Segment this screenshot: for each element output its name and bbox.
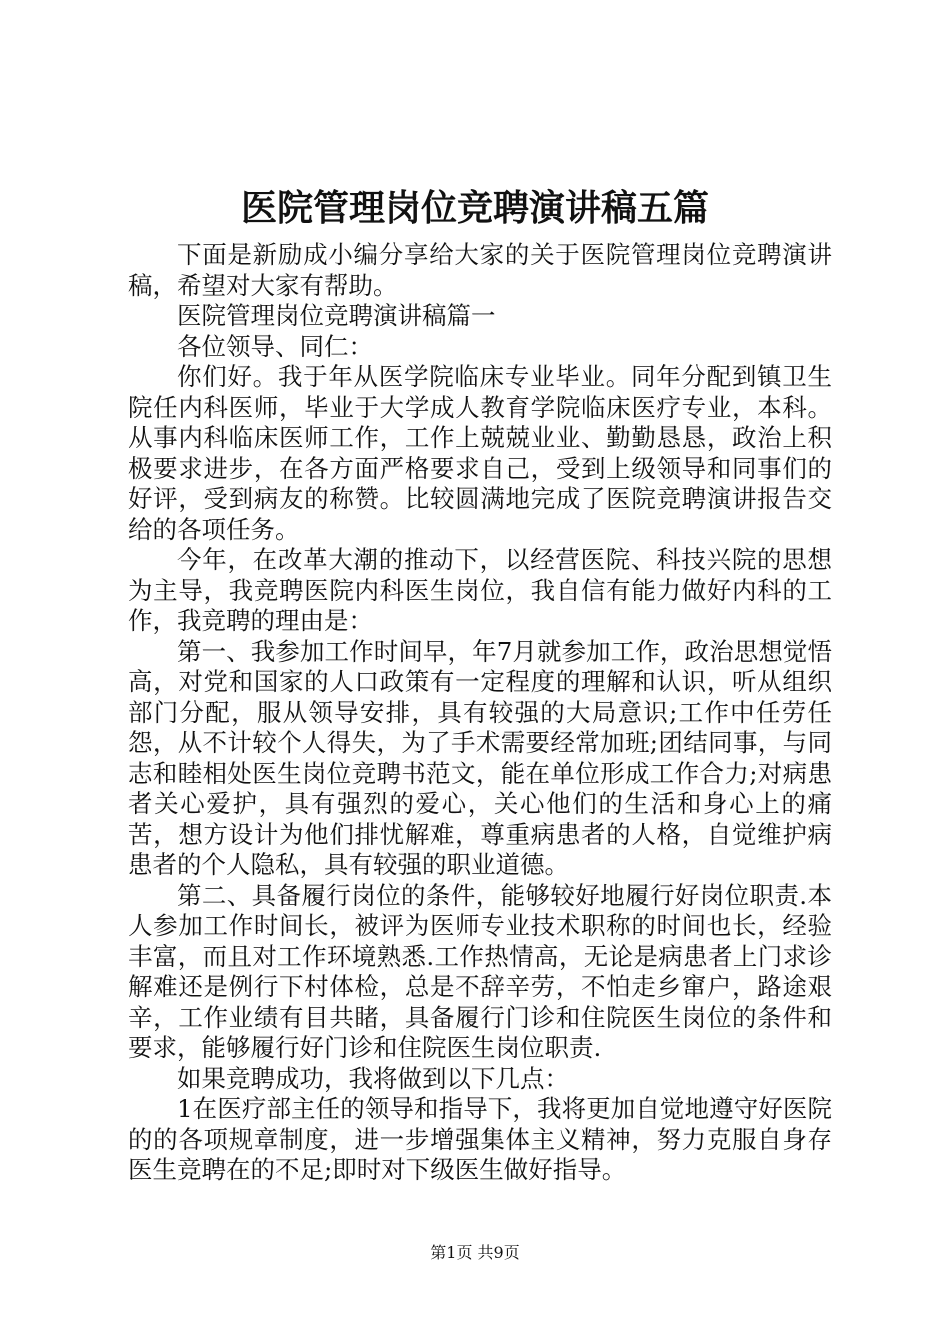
- body-paragraph: 1在医疗部主任的领导和指导下，我将更加自觉地遵守好医院的的各项规章制度，进一步增强集体主义精神，努力克服自身存医生竞聘在的不足;即时对下级医生做好指导。: [128, 1094, 832, 1184]
- page-title: 医院管理岗位竞聘演讲稿五篇: [240, 187, 709, 229]
- body-paragraph: 如果竞聘成功，我将做到以下几点：: [177, 1063, 569, 1093]
- body-paragraph: 第二、具备履行岗位的条件，能够较好地履行好岗位职责.本人参加工作时间长，被评为医师专业技术职称的时间也长，经验丰富，而且对工作环境熟悉.工作热情高，无论是病患者上门求诊解难还是例行下村体检，总是不辞辛劳，不怕走乡窜户，路途艰辛，工作业绩有目共睹，具备履行门诊和住院医生岗位的条件和要求，能够履行好门诊和住院医生岗位职责.: [128, 880, 832, 1062]
- body-paragraph: 今年，在改革大潮的推动下，以经营医院、科技兴院的思想为主导，我竞聘医院内科医生岗位，我自信有能力做好内科的工作，我竞聘的理由是：: [128, 545, 832, 635]
- intro-paragraph: 下面是新励成小编分享给大家的关于医院管理岗位竞聘演讲稿，希望对大家有帮助。: [128, 240, 832, 300]
- document-body: [128, 240, 832, 1186]
- section-heading: 医院管理岗位竞聘演讲稿篇一: [177, 301, 496, 330]
- body-paragraph: 第一、我参加工作时间早，年7月就参加工作，政治思想觉悟高，对党和国家的人口政策有一定程度的理解和认识，听从组织部门分配，服从领导安排，具有较强的大局意识;工作中任劳任怨，从不计较个人得失，为了手术需要经常加班;团结同事，与同志和睦相处医生岗位竞聘书范文，能在单位形成工作合力;对病患者关心爱护，具有强烈的爱心，关心他们的生活和身心上的痛苦，想方设计为他们排忧解难，尊重病患者的人格，自觉维护病患者的个人隐私，具有较强的职业道德。: [128, 636, 832, 879]
- salutation: 各位领导、同仁：: [177, 331, 373, 361]
- page-number-footer: 第1页 共9页: [430, 1243, 520, 1262]
- body-paragraph: 你们好。我于年从医学院临床专业毕业。同年分配到镇卫生院任内科医师，毕业于大学成人教育学院临床医疗专业，本科。从事内科临床医师工作，工作上兢兢业业、勤勤恳恳，政治上积极要求进步，在各方面严格要求自己，受到上级领导和同事们的好评，受到病友的称赞。比较圆满地完成了医院竞聘演讲报告交给的各项任务。: [128, 362, 832, 544]
